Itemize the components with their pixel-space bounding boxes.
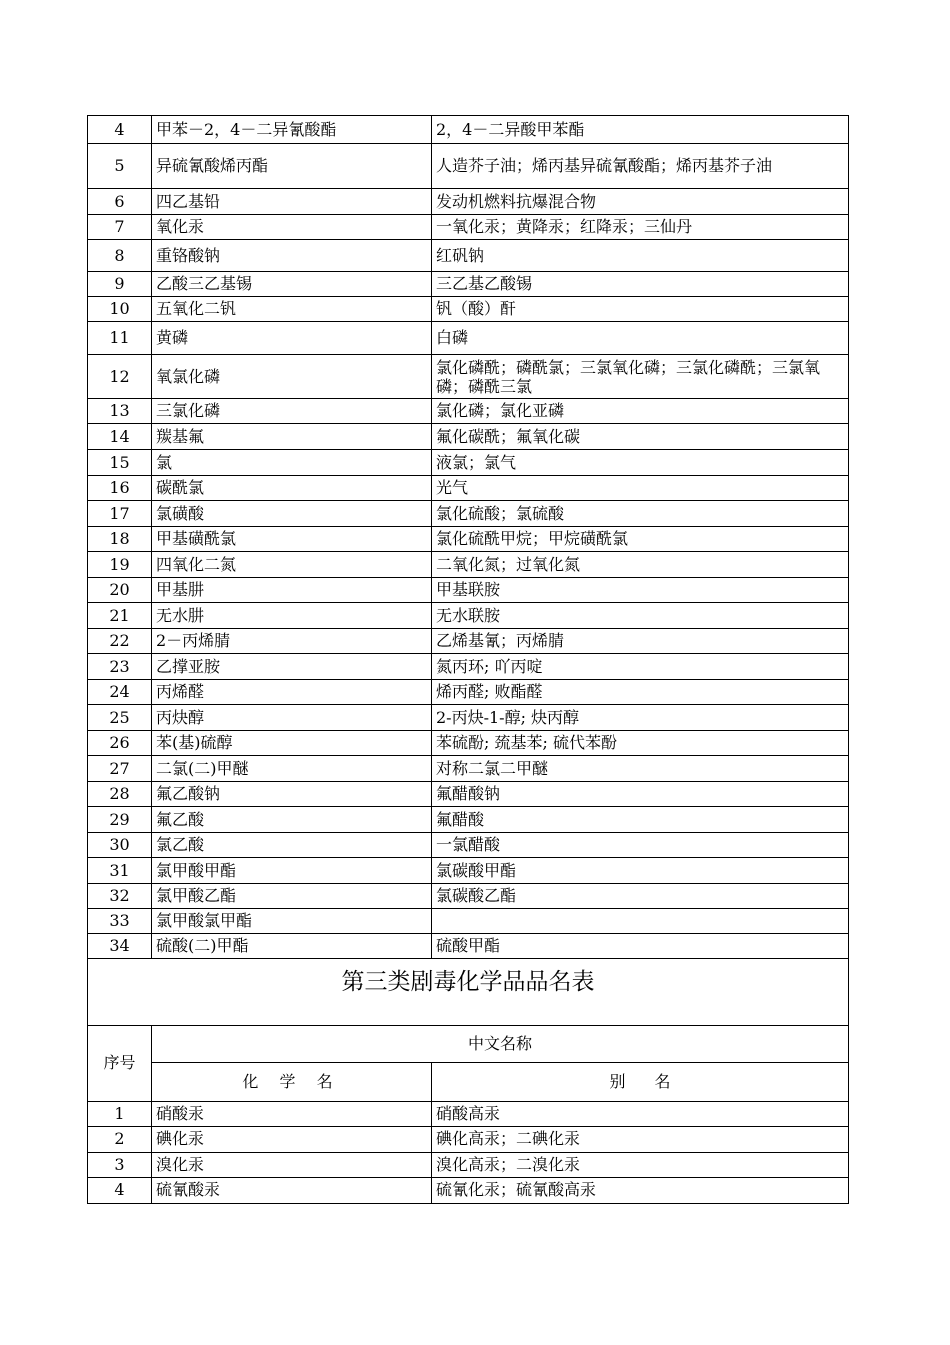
chemical-name-cell: 氧化汞 [152,215,432,240]
table-row [88,629,849,654]
alias-cell: 2-丙炔-1-醇; 炔丙醇 [432,705,849,731]
header-chemical-name: 化 学 名 [152,1062,432,1101]
serial-number-cell: 20 [88,578,152,603]
alias-cell: 氯化硫酰甲烷；甲烷磺酰氯 [432,527,849,552]
table-row [88,1101,849,1126]
alias-cell: 碘化高汞；二碘化汞 [432,1126,849,1152]
section-title: 第三类剧毒化学品品名表 [88,959,849,1005]
serial-number-cell: 32 [88,884,152,909]
table-row [88,527,849,552]
chemical-name-cell: 重铬酸钠 [152,240,432,272]
alias-cell: 硫氰化汞；硫氰酸高汞 [432,1177,849,1203]
serial-number-cell: 7 [88,215,152,240]
serial-number-cell: 25 [88,705,152,731]
alias-cell: 氯化磷酰；磷酰氯；三氯氧化磷；三氯化磷酰；三氯氧磷；磷酰三氯 [432,355,849,399]
table-row [88,731,849,756]
chemical-name-cell: 碘化汞 [152,1126,432,1152]
alias-cell: 液氯；氯气 [432,450,849,476]
serial-number-cell: 10 [88,297,152,322]
section-gap [88,1005,849,1026]
alias-cell [432,909,849,934]
serial-number-cell: 17 [88,501,152,527]
alias-cell: 氟化碳酰；氟氧化碳 [432,424,849,450]
alias-cell: 人造芥子油；烯丙基异硫氰酸酯；烯丙基芥子油 [432,144,849,189]
table-row [88,807,849,833]
serial-number-cell: 3 [88,1152,152,1177]
table-row [88,1126,849,1152]
header-alias: 别 名 [432,1062,849,1101]
table-row [88,680,849,705]
table-row [88,399,849,424]
serial-number-cell: 34 [88,934,152,959]
serial-number-cell: 8 [88,240,152,272]
table-row [88,782,849,807]
chemical-name-cell: 甲基肼 [152,578,432,603]
alias-cell: 氯化硫酸；氯硫酸 [432,501,849,527]
alias-cell: 氟醋酸 [432,807,849,833]
table-row [88,450,849,476]
serial-number-cell: 5 [88,144,152,189]
serial-number-cell: 15 [88,450,152,476]
table2-body [88,1101,849,1203]
serial-number-cell: 14 [88,424,152,450]
table-row [88,189,849,215]
serial-number-cell: 23 [88,654,152,680]
serial-number-cell: 12 [88,355,152,399]
chemical-name-cell: 氟乙酸钠 [152,782,432,807]
alias-cell: 氯碳酸乙酯 [432,884,849,909]
header-serial-number: 序号 [88,1025,152,1101]
serial-number-cell: 31 [88,858,152,884]
serial-number-cell: 19 [88,552,152,578]
serial-number-cell: 24 [88,680,152,705]
table-row [88,705,849,731]
alias-cell: 硝酸高汞 [432,1101,849,1126]
alias-cell: 一氯醋酸 [432,833,849,858]
serial-number-cell: 26 [88,731,152,756]
table-row [88,578,849,603]
table-row [88,476,849,501]
table-row [88,297,849,322]
chemical-name-cell: 二氯(二)甲醚 [152,756,432,782]
table-row [88,909,849,934]
table-row [88,355,849,399]
chemical-name-cell: 氯甲酸氯甲酯 [152,909,432,934]
chemical-name-cell: 硝酸汞 [152,1101,432,1126]
table-row [88,424,849,450]
alias-cell: 钒（酸）酐 [432,297,849,322]
chemical-name-cell: 氧氯化磷 [152,355,432,399]
alias-cell: 三乙基乙酸锡 [432,272,849,297]
chemical-name-cell: 氯甲酸甲酯 [152,858,432,884]
serial-number-cell: 9 [88,272,152,297]
chemical-name-cell: 氟乙酸 [152,807,432,833]
alias-cell: 乙烯基氰；丙烯腈 [432,629,849,654]
table-row [88,884,849,909]
document-page [87,115,848,1204]
chemical-name-cell: 四氧化二氮 [152,552,432,578]
table-row [88,1152,849,1177]
table-row [88,322,849,355]
alias-cell: 白磷 [432,322,849,355]
chemical-name-cell: 溴化汞 [152,1152,432,1177]
chemical-name-cell: 羰基氟 [152,424,432,450]
serial-number-cell: 21 [88,603,152,629]
chemical-name-cell: 2－丙烯腈 [152,629,432,654]
serial-number-cell: 33 [88,909,152,934]
table-row [88,756,849,782]
table1-body [88,116,849,959]
alias-cell: 一氧化汞；黄降汞；红降汞；三仙丹 [432,215,849,240]
header-chinese-name: 中文名称 [152,1025,849,1062]
alias-cell: 氟醋酸钠 [432,782,849,807]
chemical-name-cell: 四乙基铅 [152,189,432,215]
serial-number-cell: 18 [88,527,152,552]
table-row [88,215,849,240]
serial-number-cell: 30 [88,833,152,858]
alias-cell: 氯碳酸甲酯 [432,858,849,884]
serial-number-cell: 13 [88,399,152,424]
serial-number-cell: 4 [88,1177,152,1203]
serial-number-cell: 22 [88,629,152,654]
chemicals-table [87,115,849,1204]
chemical-name-cell: 乙酸三乙基锡 [152,272,432,297]
table-row [88,654,849,680]
chemical-name-cell: 乙撑亚胺 [152,654,432,680]
alias-cell: 二氧化氮；过氧化氮 [432,552,849,578]
table-row [88,552,849,578]
alias-cell: 溴化高汞；二溴化汞 [432,1152,849,1177]
alias-cell: 氯化磷；氯化亚磷 [432,399,849,424]
chemical-name-cell: 五氧化二钒 [152,297,432,322]
alias-cell: 氮丙环; 吖丙啶 [432,654,849,680]
chemical-name-cell: 甲基磺酰氯 [152,527,432,552]
serial-number-cell: 28 [88,782,152,807]
chemical-name-cell: 硫氰酸汞 [152,1177,432,1203]
chemical-name-cell: 氯乙酸 [152,833,432,858]
serial-number-cell: 27 [88,756,152,782]
table-row [88,240,849,272]
chemical-name-cell: 无水肼 [152,603,432,629]
chemical-name-cell: 甲苯－2，4－二异氰酸酯 [152,116,432,144]
alias-cell: 甲基联胺 [432,578,849,603]
chemical-name-cell: 氯 [152,450,432,476]
table-row [88,858,849,884]
table-row [88,603,849,629]
chemical-name-cell: 丙炔醇 [152,705,432,731]
chemical-name-cell: 硫酸(二)甲酯 [152,934,432,959]
table2-header [88,1025,849,1101]
table-row [88,144,849,189]
table-row [88,272,849,297]
alias-cell: 烯丙醛; 败酯醛 [432,680,849,705]
chemical-name-cell: 氯磺酸 [152,501,432,527]
serial-number-cell: 11 [88,322,152,355]
chemical-name-cell: 碳酰氯 [152,476,432,501]
serial-number-cell: 1 [88,1101,152,1126]
serial-number-cell: 4 [88,116,152,144]
chemical-name-cell: 黄磷 [152,322,432,355]
alias-cell: 硫酸甲酯 [432,934,849,959]
table-row [88,116,849,144]
serial-number-cell: 16 [88,476,152,501]
table-row [88,934,849,959]
alias-cell: 无水联胺 [432,603,849,629]
chemical-name-cell: 丙烯醛 [152,680,432,705]
chemical-name-cell: 氯甲酸乙酯 [152,884,432,909]
alias-cell: 发动机燃料抗爆混合物 [432,189,849,215]
table-row [88,501,849,527]
table-row [88,1177,849,1203]
alias-cell: 苯硫酚; 巯基苯; 硫代苯酚 [432,731,849,756]
alias-cell: 2，4－二异酸甲苯酯 [432,116,849,144]
section-heading [88,959,849,1026]
table-row [88,833,849,858]
alias-cell: 对称二氯二甲醚 [432,756,849,782]
alias-cell: 红矾钠 [432,240,849,272]
serial-number-cell: 2 [88,1126,152,1152]
serial-number-cell: 6 [88,189,152,215]
chemical-name-cell: 三氯化磷 [152,399,432,424]
chemical-name-cell: 异硫氰酸烯丙酯 [152,144,432,189]
chemical-name-cell: 苯(基)硫醇 [152,731,432,756]
serial-number-cell: 29 [88,807,152,833]
alias-cell: 光气 [432,476,849,501]
